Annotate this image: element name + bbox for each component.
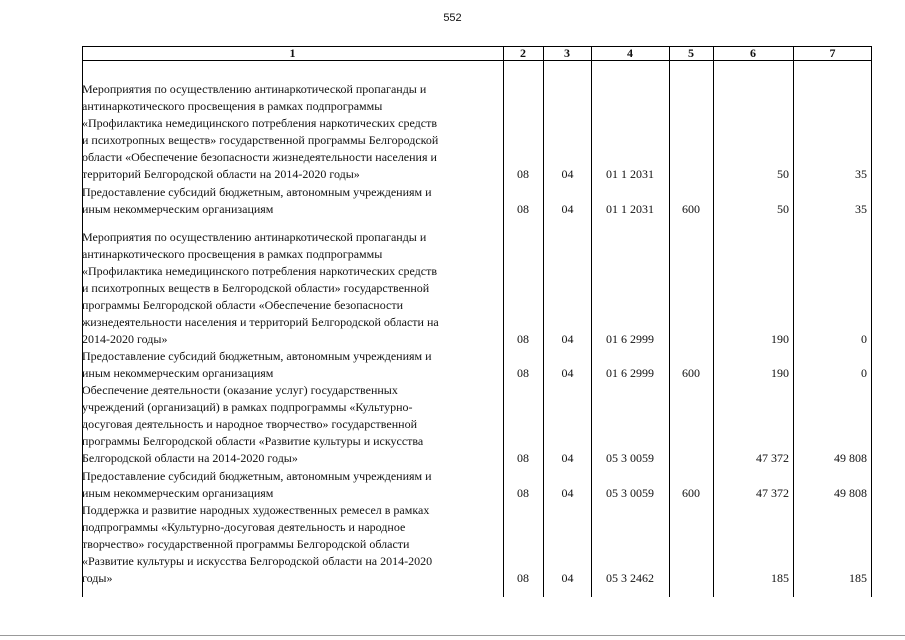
row-7-col-2: 08: [517, 571, 529, 585]
row-5-col-7: 49 808: [834, 451, 867, 465]
row-7-col-4: 05 3 2462: [606, 571, 654, 585]
row-1-col-4: 01 1 2031: [606, 167, 654, 181]
header-col-6: 6: [713, 46, 793, 61]
row-1-description: Мероприятия по осуществлению антинаркотической пропаганды и антинаркотического просвещения в рамках подпрограммы «Профилактика немедицинского потребления наркотических средств и психотропных веществ» государственной программы Белгородской области «Обеспечение безопасности жизнедеятельности населения и территорий Белгородской области на 2014-2020 годы»: [82, 82, 439, 181]
row-2-col-4: 01 1 2031: [606, 202, 654, 216]
row-6-col-3: 04: [561, 486, 574, 500]
row-1-col-2: 08: [517, 167, 529, 181]
row-4-col-7: 0: [861, 366, 867, 380]
column-divider: [713, 46, 714, 597]
header-col-4: 4: [591, 46, 669, 61]
header-col-1: 1: [82, 46, 503, 61]
row-1-col-6: 50: [777, 167, 789, 181]
row-6-col-5: 600: [682, 486, 700, 500]
row-6-col-2: 08: [517, 486, 529, 500]
row-4-description: Предоставление субсидий бюджетным, автономным учреждениям и иным некоммерческим организациям: [82, 349, 432, 380]
header-col-5: 5: [669, 46, 713, 61]
row-3-col-2: 08: [517, 332, 529, 346]
row-7-col-7: 185: [849, 571, 867, 585]
column-divider: [669, 46, 670, 597]
row-4-col-2: 08: [517, 366, 529, 380]
header-col-7: 7: [793, 46, 872, 61]
row-2-col-2: 08: [517, 202, 529, 216]
row-3-description: Мероприятия по осуществлению антинаркотической пропаганды и антинаркотического просвещения в рамках подпрограммы «Профилактика немедицинского потребления наркотических средств и психотропных веществ в Белгородской области» государственной программы Белгородской области «Обеспечение безопасности жизнедеятельности населения и территорий Белгородской области на 2014-2020 годы»: [82, 230, 439, 346]
page-number: 552: [443, 12, 462, 24]
row-2-col-5: 600: [682, 202, 700, 216]
header-col-2: 2: [503, 46, 543, 61]
row-6-col-6: 47 372: [756, 486, 789, 500]
row-6-description: Предоставление субсидий бюджетным, автономным учреждениям и иным некоммерческим организациям: [82, 469, 432, 500]
row-3-col-6: 190: [771, 332, 789, 346]
row-4-col-5: 600: [682, 366, 700, 380]
row-2-col-3: 04: [561, 202, 574, 216]
row-7-description: Поддержка и развитие народных художественных ремесел в рамках подпрограммы «Культурно-досуговая деятельность и народное творчество» государственной программы Белгородской области «Развитие культуры и искусства Белгородской области на 2014-2020 годы»: [82, 503, 433, 585]
row-1-col-7: 35: [855, 167, 867, 181]
row-7-col-3: 04: [561, 571, 574, 585]
row-2-description: Предоставление субсидий бюджетным, автономным учреждениям и иным некоммерческим организациям: [82, 185, 432, 216]
row-3-col-4: 01 6 2999: [606, 332, 654, 346]
column-divider: [543, 46, 544, 597]
row-6-col-7: 49 808: [834, 486, 867, 500]
row-5-col-2: 08: [517, 451, 529, 465]
row-4-col-4: 01 6 2999: [606, 366, 654, 380]
row-4-col-6: 190: [771, 366, 789, 380]
row-4-col-3: 04: [561, 366, 574, 380]
row-2-col-7: 35: [855, 202, 867, 216]
row-5-col-4: 05 3 0059: [606, 451, 654, 465]
row-2-col-6: 50: [777, 202, 789, 216]
page-bottom-rule: [0, 635, 905, 636]
column-divider: [871, 46, 872, 597]
row-5-col-3: 04: [561, 451, 574, 465]
row-6-col-4: 05 3 0059: [606, 486, 654, 500]
column-divider: [793, 46, 794, 597]
row-3-col-3: 04: [561, 332, 574, 346]
column-divider: [503, 46, 504, 597]
row-3-col-7: 0: [861, 332, 867, 346]
row-7-col-6: 185: [771, 571, 789, 585]
row-5-col-6: 47 372: [756, 451, 789, 465]
row-1-col-3: 04: [561, 167, 574, 181]
header-col-3: 3: [543, 46, 591, 61]
column-divider: [591, 46, 592, 597]
row-5-description: Обеспечение деятельности (оказание услуг) государственных учреждений (организаций) в рамках подпрограммы «Культурно- досуговая деятельность и народное творчество» государственной программы Белгородской области «Развитие культуры и искусства Белгородской области на 2014-2020 годы»: [82, 383, 424, 465]
